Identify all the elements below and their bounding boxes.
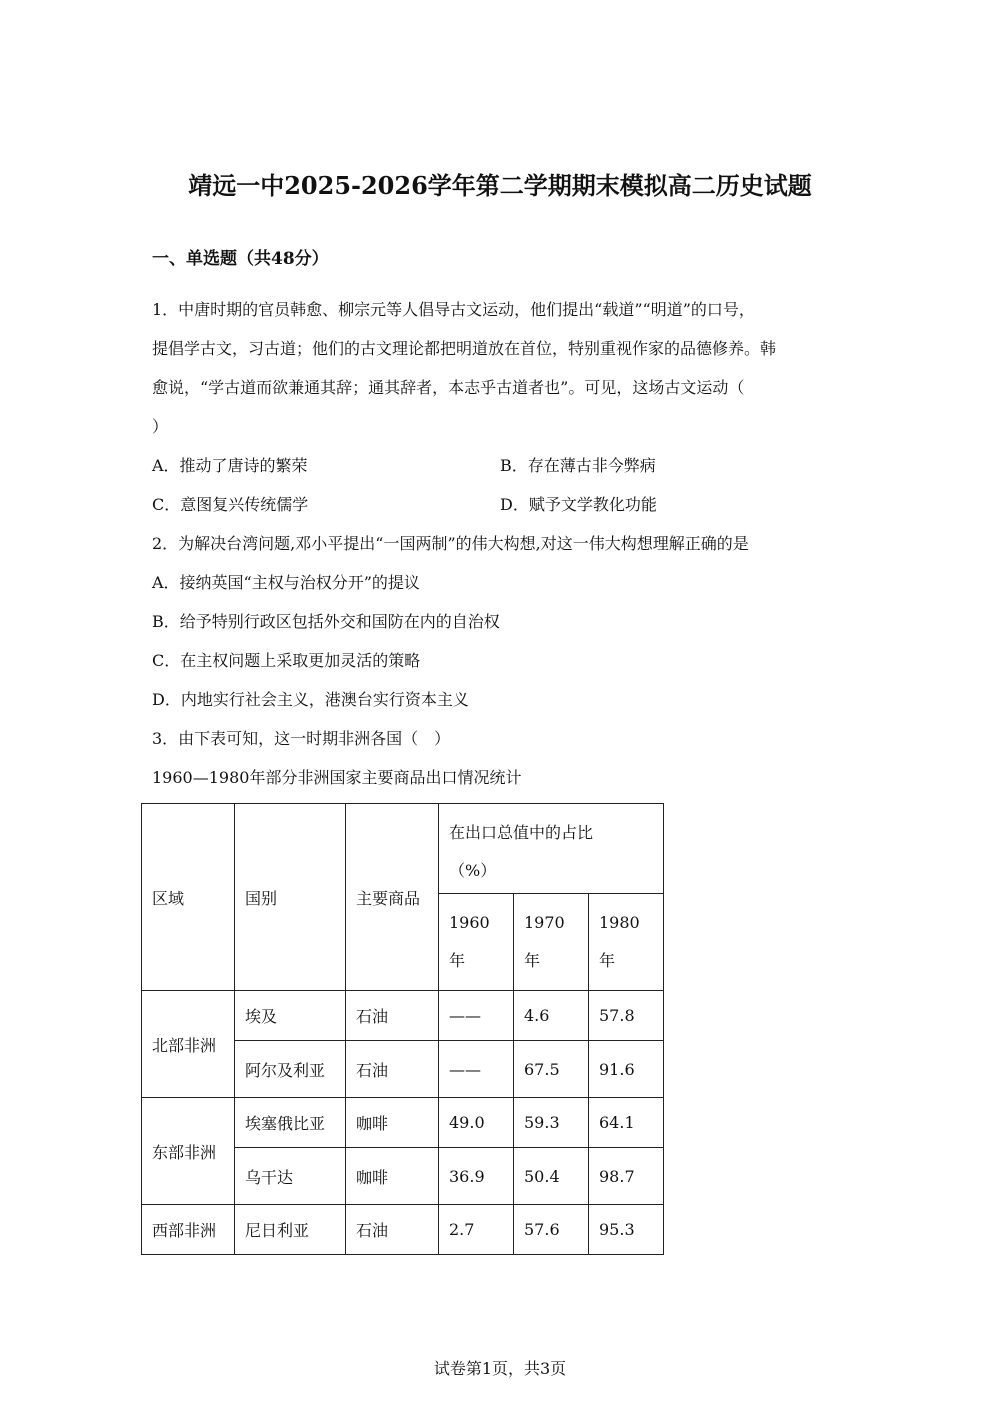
value-cell: 98.7 bbox=[589, 1148, 664, 1205]
country-cell: 尼日利亚 bbox=[235, 1205, 346, 1255]
region-cell: 东部非洲 bbox=[142, 1098, 235, 1205]
country-cell: 埃塞俄比亚 bbox=[235, 1098, 346, 1148]
q2-option-b[interactable]: B．给予特别行政区包括外交和国防在内的自治权 bbox=[152, 612, 500, 631]
q1-stem-line-3: 愈说，“学古道而欲兼通其辞；通其辞者，本志乎古道者也”。可见，这场古文运动（ bbox=[152, 378, 745, 397]
header-region: 区域 bbox=[142, 804, 235, 991]
q1-option-c[interactable]: C．意图复兴传统儒学 bbox=[152, 495, 309, 514]
q2-option-c[interactable]: C．在主权问题上采取更加灵活的策略 bbox=[152, 651, 421, 670]
value-cell: —— bbox=[439, 991, 514, 1041]
q1-option-b[interactable]: B．存在薄古非今弊病 bbox=[500, 456, 656, 475]
header-share-line-2: （%） bbox=[449, 861, 497, 880]
value-cell: 64.1 bbox=[589, 1098, 664, 1148]
export-stats-table bbox=[141, 803, 664, 1255]
header-year-1970 bbox=[514, 894, 589, 991]
value-cell: 49.0 bbox=[439, 1098, 514, 1148]
value-cell: 95.3 bbox=[589, 1205, 664, 1255]
q2-option-a[interactable]: A．接纳英国“主权与治权分开”的提议 bbox=[152, 573, 420, 592]
q1-stem-line-2: 提倡学古文，习古道；他们的古文理论都把明道放在首位，特别重视作家的品德修养。韩 bbox=[152, 339, 777, 358]
q1-stem-line-4: ） bbox=[152, 417, 169, 436]
year-number: 1960 bbox=[449, 913, 490, 932]
q2-option-d[interactable]: D．内地实行社会主义，港澳台实行资本主义 bbox=[152, 690, 469, 709]
year-number: 1980 bbox=[599, 913, 640, 932]
value-cell: 67.5 bbox=[514, 1041, 589, 1098]
header-year-1960 bbox=[439, 894, 514, 991]
region-cell: 北部非洲 bbox=[142, 991, 235, 1098]
year-unit: 年 bbox=[449, 951, 466, 970]
page-title: 靖远一中2025-2026学年第二学期期末模拟高二历史试题 bbox=[188, 171, 812, 200]
table-row bbox=[142, 1205, 664, 1255]
value-cell: 4.6 bbox=[514, 991, 589, 1041]
country-cell: 阿尔及利亚 bbox=[235, 1041, 346, 1098]
value-cell: 91.6 bbox=[589, 1041, 664, 1098]
table-caption: 1960—1980年部分非洲国家主要商品出口情况统计 bbox=[152, 768, 522, 787]
goods-cell: 石油 bbox=[346, 991, 439, 1041]
header-share-line-1: 在出口总值中的占比 bbox=[449, 823, 594, 842]
country-cell: 乌干达 bbox=[235, 1148, 346, 1205]
value-cell: 57.6 bbox=[514, 1205, 589, 1255]
section-heading: 一、单选题（共48分） bbox=[152, 249, 329, 269]
value-cell: 50.4 bbox=[514, 1148, 589, 1205]
year-unit: 年 bbox=[524, 951, 541, 970]
goods-cell: 石油 bbox=[346, 1041, 439, 1098]
year-number: 1970 bbox=[524, 913, 565, 932]
header-share bbox=[439, 804, 664, 894]
value-cell: 2.7 bbox=[439, 1205, 514, 1255]
q1-stem-line-1: 1．中唐时期的官员韩愈、柳宗元等人倡导古文运动，他们提出“载道”“明道”的口号， bbox=[152, 300, 755, 319]
q2-stem: 2．为解决台湾问题,邓小平提出“一国两制”的伟大构想,对这一伟大构想理解正确的是 bbox=[152, 534, 749, 553]
value-cell: 36.9 bbox=[439, 1148, 514, 1205]
value-cell: 57.8 bbox=[589, 991, 664, 1041]
header-year-1980 bbox=[589, 894, 664, 991]
header-goods: 主要商品 bbox=[346, 804, 439, 991]
table-row bbox=[142, 991, 664, 1041]
header-country: 国别 bbox=[235, 804, 346, 991]
value-cell: —— bbox=[439, 1041, 514, 1098]
table-row bbox=[142, 1098, 664, 1148]
year-unit: 年 bbox=[599, 951, 616, 970]
q1-option-a[interactable]: A．推动了唐诗的繁荣 bbox=[152, 456, 308, 475]
goods-cell: 咖啡 bbox=[346, 1098, 439, 1148]
q1-option-d[interactable]: D．赋予文学教化功能 bbox=[500, 495, 657, 514]
country-cell: 埃及 bbox=[235, 991, 346, 1041]
region-cell: 西部非洲 bbox=[142, 1205, 235, 1255]
q3-stem: 3．由下表可知，这一时期非洲各国（ ） bbox=[152, 729, 451, 748]
value-cell: 59.3 bbox=[514, 1098, 589, 1148]
page-footer: 试卷第1页，共3页 bbox=[433, 1359, 567, 1378]
goods-cell: 石油 bbox=[346, 1205, 439, 1255]
goods-cell: 咖啡 bbox=[346, 1148, 439, 1205]
